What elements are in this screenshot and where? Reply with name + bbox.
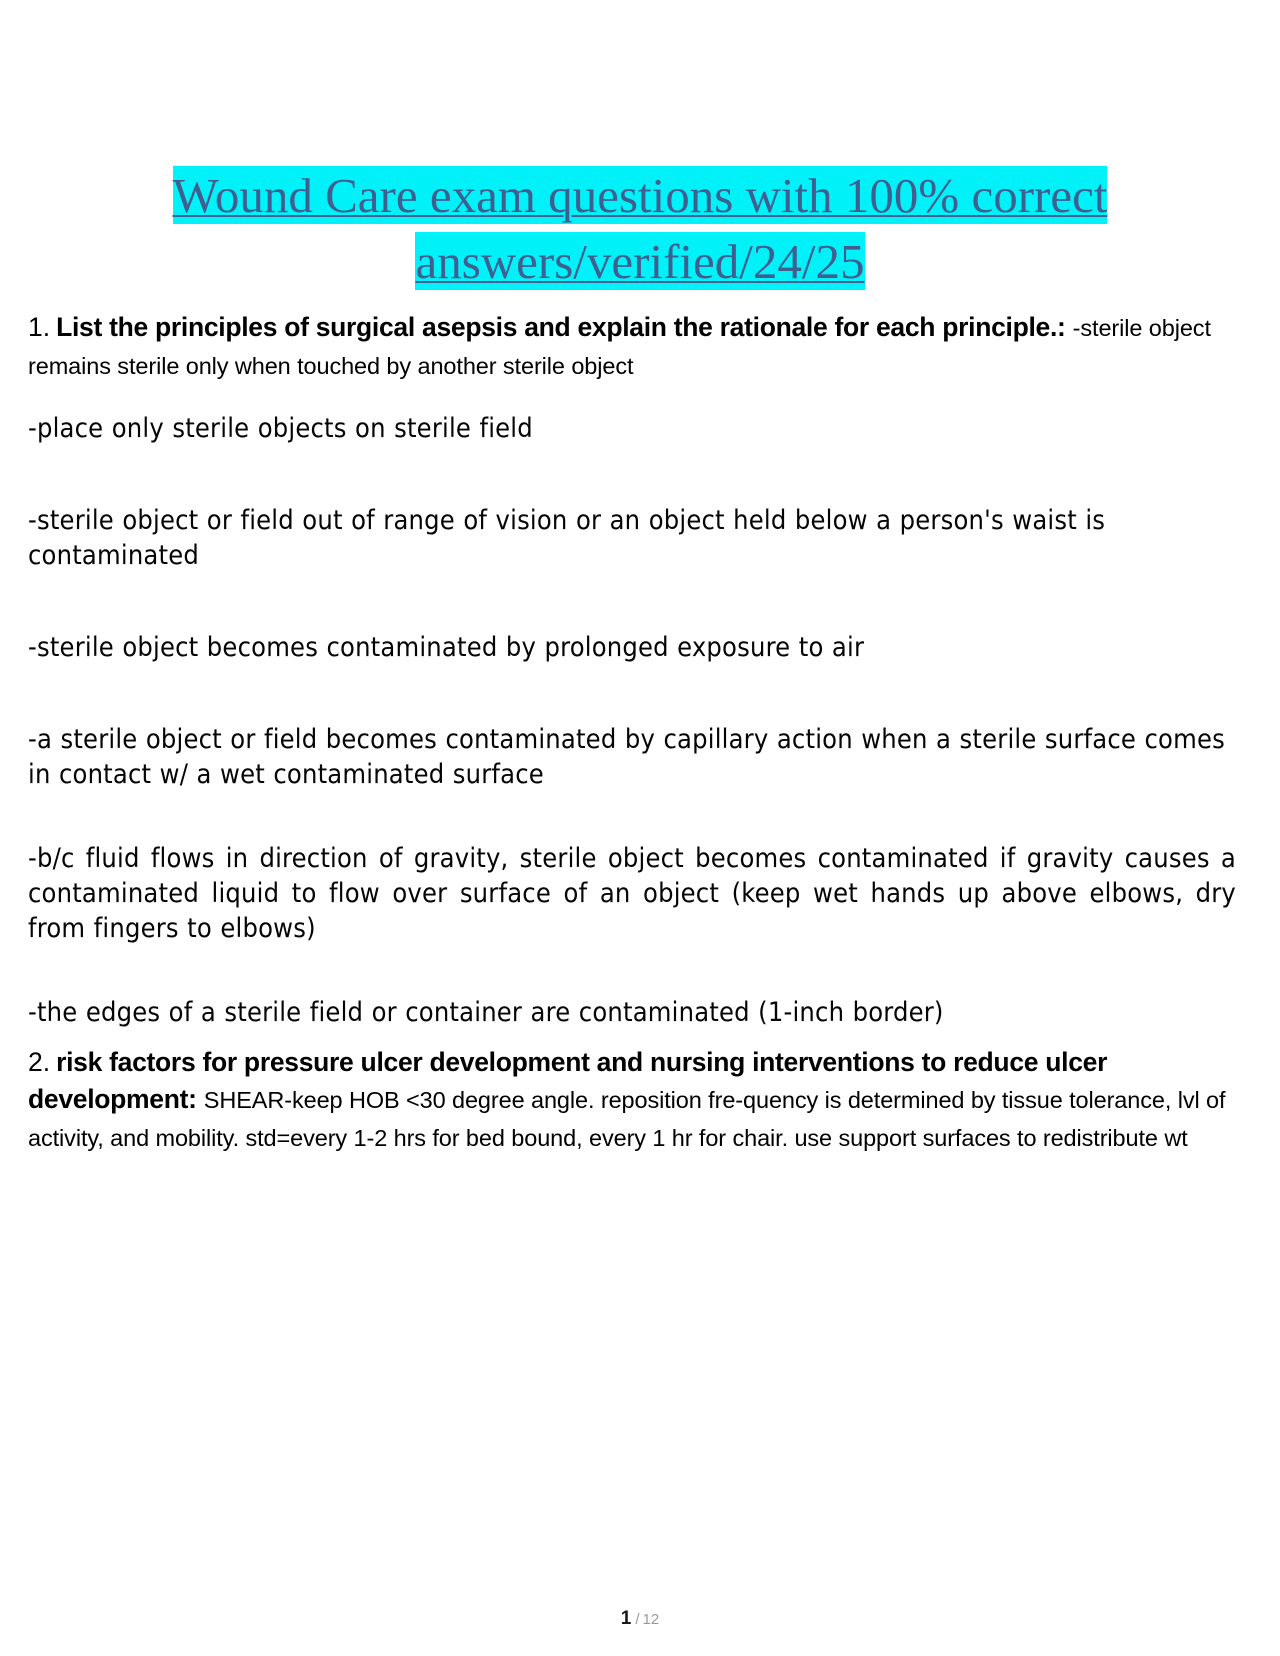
spacer [28, 573, 1236, 630]
footer-total-pages: 12 [642, 1611, 660, 1628]
spacer [28, 295, 1236, 309]
question-1-number: 1. [28, 312, 51, 342]
question-2-heading [28, 1044, 1236, 1157]
page-title [0, 0, 1280, 295]
question-2-text: risk factors for pressure ulcer development and nursing interventions to reduce ulcer development: [28, 1047, 1108, 1114]
spacer [28, 385, 1236, 411]
qa-item-1 [28, 309, 1236, 385]
page-title-line-2: answers/verified/24/25 [415, 234, 865, 289]
document-content [0, 295, 1280, 1157]
spacer [28, 665, 1236, 722]
answer-paragraph: -place only sterile objects on sterile field [28, 413, 533, 444]
spacer [28, 946, 1236, 995]
answer-paragraph: -the edges of a sterile field or container are contaminated (1-inch border) [28, 997, 944, 1028]
answer-paragraph: -a sterile object or field becomes contaminated by capillary action when a sterile surface comes in contact w/ a wet contaminated surface [28, 724, 1225, 790]
answer-1-inline: -sterile object remains sterile only when touched by another sterile object [28, 315, 1211, 379]
question-1-text: List the principles of surgical asepsis and explain the rationale for each principle.: [56, 312, 1066, 342]
answer-paragraph: -sterile object becomes contaminated by prolonged exposure to air [28, 632, 865, 663]
footer-current-page: 1 [620, 1608, 632, 1629]
answer-paragraph: -b/c fluid flows in direction of gravity, sterile object becomes contaminated if gravity causes a contaminated liquid to flow over surface of an object (keep wet hands up above elbows, dry from fingers to elbows) [28, 843, 1236, 944]
question-1-heading [28, 309, 1236, 385]
answer-2-text: SHEAR-keep HOB <30 degree angle. reposition fre-quency is determined by tissue tolerance, lvl of activity, and mobility. std=every 1-2 hrs for bed bound, every 1 hr for chair. use support surfaces to redistribute wt [28, 1087, 1226, 1151]
spacer [28, 1030, 1236, 1044]
page-title-line-1: Wound Care exam questions with 100% correct [172, 168, 1108, 223]
page-footer [0, 1609, 1280, 1628]
spacer [28, 446, 1236, 503]
footer-separator: / [635, 1611, 640, 1628]
qa-item-2 [28, 1044, 1236, 1157]
spacer [28, 792, 1236, 841]
question-2-number: 2. [28, 1047, 51, 1077]
answer-paragraph: -sterile object or field out of range of vision or an object held below a person's waist is contaminated [28, 505, 1106, 571]
